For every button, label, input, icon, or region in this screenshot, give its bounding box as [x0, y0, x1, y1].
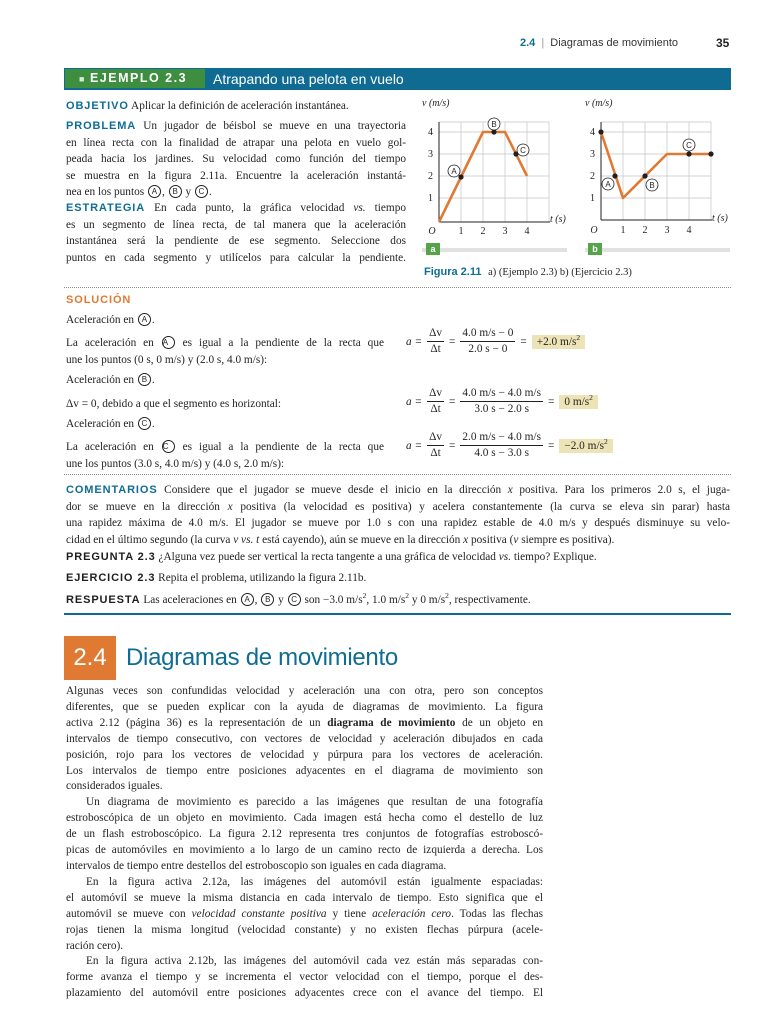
- divider-solucion: [64, 287, 731, 288]
- solucion-b-title-text: Aceleración en: [66, 374, 135, 386]
- graph-b-label-a: A: [605, 180, 611, 189]
- graph-b-grid: [601, 122, 711, 220]
- eq-c-result-value: −2.0 m/s: [564, 439, 604, 452]
- eq-a-frac-1: [427, 327, 444, 356]
- problema-line-2: en línea recta con la finalidad de atrapar una pelota en vuelo gol-: [66, 136, 406, 149]
- problema-line-5: [66, 184, 406, 201]
- p3-line-2: el automóvil se mueve la misma distancia en cada intervalo de tiempo. Esto significa que el: [66, 891, 543, 904]
- point-a-marker: A: [162, 336, 175, 349]
- graph-a-xtick: 2: [480, 226, 486, 237]
- comentarios-l4b: v vs. t: [233, 533, 260, 546]
- eq-a-result: [532, 332, 585, 349]
- solucion-c-l1a: La aceleración en: [66, 441, 154, 453]
- solucion-c-period: .: [151, 418, 155, 430]
- respuesta-and: y: [278, 594, 284, 606]
- divider-comentarios: [64, 474, 731, 475]
- objetivo-text: Aplicar la definición de aceleración instantánea.: [131, 100, 349, 112]
- point-a-marker: A: [241, 593, 254, 606]
- p3-l3c: . Todas las flechas: [451, 907, 543, 920]
- section-title: Diagramas de movimiento: [126, 644, 398, 671]
- eq-b-equals-2: =: [547, 395, 555, 408]
- graph-b-ytick: 2: [590, 171, 595, 182]
- graph-b-dot-start: [598, 129, 603, 134]
- objetivo-label: OBJETIVO: [66, 100, 129, 112]
- graph-b-xlabel: t (s): [712, 213, 728, 224]
- example-bottom-rule: [64, 613, 731, 615]
- eq-c-result-exp: 2: [603, 436, 608, 446]
- estrategia-paragraph: [66, 200, 406, 266]
- graph-b-ytick: 3: [590, 149, 595, 160]
- p2-line-4: picas de automóviles en movimiento a lo largo de un camino recto de izquierda a derecha. Los: [66, 844, 543, 857]
- header-section-number: 2.4: [520, 37, 536, 49]
- estrategia-label: ESTRATEGIA: [66, 202, 146, 214]
- solucion-label: SOLUCIÓN: [66, 294, 132, 306]
- section-number: 2.4: [73, 644, 107, 671]
- p2-line-2: estroboscópica de un objeto en movimiento. Cada imagen está hecha como el destello de luz: [66, 812, 543, 825]
- p4-line-2: forme avanza el tiempo y se incrementa el vector velocidad con el tiempo, porque el des-: [66, 971, 543, 984]
- problema-line: [66, 118, 406, 135]
- solucion-b-title: [66, 372, 155, 389]
- solucion-c-title-text: Aceleración en: [66, 418, 135, 430]
- comentarios-l1b: positiva. Para los primeros 2.0 s, el juga-: [519, 484, 731, 496]
- problema-and: y: [185, 186, 192, 199]
- solucion-c-line-1: [66, 439, 384, 456]
- graph-a-label-b: B: [491, 120, 497, 129]
- section-body: [66, 684, 543, 1002]
- graph-a-xlabel: t (s): [550, 214, 566, 225]
- solucion-a-title: [66, 312, 155, 329]
- comentarios-l2a: dor se mueve en la dirección: [66, 500, 220, 513]
- graph-b-yticks: [590, 127, 595, 204]
- estrategia-line-1: [66, 200, 406, 217]
- solucion-b-period: .: [151, 374, 155, 386]
- comentarios-paragraph: [66, 482, 730, 548]
- eq-b-num-2: 4.0 m/s − 4.0 m/s: [460, 387, 543, 402]
- page-number: 35: [716, 36, 730, 50]
- respuesta-exp-3: 2: [445, 591, 449, 600]
- p2-line-5: intervalos de tiempo entre destellos del estroboscopio son iguales en cada diagrama.: [66, 859, 447, 872]
- respuesta-exp-1: 2: [362, 591, 367, 600]
- graph-b-xtick: 4: [686, 225, 692, 236]
- solucion-a-l1b: es igual a la pendiente de la recta que: [182, 337, 384, 349]
- graph-a: [412, 94, 572, 262]
- solucion-a-period: .: [151, 314, 155, 326]
- comentarios-line-2: [66, 499, 730, 516]
- eq-c-equals-2: =: [547, 439, 555, 452]
- comentarios-l1a: Considere que el jugador se mueve desde el inicio en la dirección: [164, 484, 502, 496]
- graph-a-xticks: [428, 226, 529, 237]
- comentarios-x: x: [227, 500, 233, 513]
- p3-term-2: aceleración cero: [372, 907, 452, 920]
- problema-line-3: peada hacia los jardines. Su velocidad como función del tiempo: [66, 153, 406, 166]
- estrategia-line-3: instantánea será la pendiente de ese segmento. Seleccione dos: [66, 235, 406, 248]
- respuesta-text-c: , 1.0 m/s: [366, 594, 406, 606]
- figure-caption-text: a) (Ejemplo 2.3) b) (Ejercicio 2.3): [488, 267, 632, 278]
- ejercicio-paragraph: [66, 570, 366, 587]
- eq-a-lhs: a =: [406, 335, 423, 348]
- eq-a-num-1: Δv: [427, 327, 444, 342]
- graph-a-origin: O: [428, 226, 436, 237]
- equation-b: [406, 387, 598, 416]
- eq-a-result-value: +2.0 m/s: [536, 335, 577, 348]
- respuesta-text-b: son −3.0 m/s: [304, 594, 363, 606]
- point-a-marker: A: [148, 185, 161, 198]
- respuesta-comma: ,: [254, 594, 258, 606]
- p1-line-6: Los intervalos de tiempo entre posiciones adyacentes en el diagrama de movimiento son: [66, 764, 543, 777]
- eq-b-den-2: 3.0 s − 2.0 s: [474, 403, 530, 415]
- comentarios-x: x: [507, 484, 513, 496]
- section-number-box: [64, 636, 116, 680]
- eq-a-den-2: 2.0 s − 0: [468, 343, 508, 355]
- p3-line-1: En la figura activa 2.12a, las imágenes del automóvil están igualmente espaciadas:: [86, 875, 543, 888]
- solucion-b-text: Δv = 0, debido a que el segmento es horizontal:: [66, 398, 282, 410]
- solucion-a-text: [66, 335, 384, 368]
- graph-b-dot-c: [686, 151, 691, 156]
- eq-b-lhs: a =: [406, 395, 423, 408]
- p4-line-1: En la figura activa 2.12b, las imágenes del automóvil cada vez están más separadas con-: [86, 955, 543, 968]
- graph-b-dot-b: [642, 173, 647, 178]
- point-c-marker: C: [138, 417, 151, 430]
- eq-c-equals: =: [449, 439, 456, 452]
- graph-b-tag: b: [592, 244, 598, 254]
- graph-b-dot-a: [612, 173, 617, 178]
- p1-term: diagrama de movimiento: [327, 716, 456, 729]
- pregunta-text-a: ¿Alguna vez puede ser vertical la recta tangente a una gráfica de velocidad: [158, 551, 496, 563]
- p4-line-3: plazamiento del automóvil entre posiciones adyacentes crece con el avance del tiempo. El: [66, 987, 543, 1000]
- p1-line-1: Algunas veces son confundidas velocidad y aceleración una con otra, pero son conceptos: [66, 685, 543, 697]
- comentarios-l4e: siempre es positiva).: [521, 533, 615, 546]
- eq-b-den-1: Δt: [430, 403, 441, 415]
- comentarios-l4c: está cayendo), aún se mueve en la dirección: [262, 533, 461, 546]
- eq-a-result-exp: 2: [576, 332, 581, 342]
- graph-a-ytick: 3: [428, 149, 433, 160]
- graph-a-ytick: 4: [428, 127, 433, 138]
- graph-b-xtick: 2: [642, 225, 648, 236]
- p1-line-3: [66, 716, 543, 732]
- problema-line-4: se muestra en la figura 2.11a. Encuentre la aceleración instantá-: [66, 169, 406, 182]
- p2-line-1: Un diagrama de movimiento es parecido a las imágenes que resultan de una fotografía: [86, 796, 543, 809]
- graph-b-ytick: 4: [590, 127, 595, 138]
- graph-b-ylabel: v (m/s): [585, 98, 613, 109]
- ejercicio-label: EJERCICIO 2.3: [66, 572, 156, 584]
- graph-b-xtick: 3: [664, 225, 670, 236]
- respuesta-label: RESPUESTA: [66, 594, 141, 606]
- pregunta-vs: vs.: [498, 551, 512, 563]
- p1-line-2: diferentes, que se pueden explicar con la ayuda de diagramas de movimiento. La figura: [66, 700, 543, 713]
- eq-a-equals-2: =: [520, 335, 527, 348]
- solucion-c-line-2: une los puntos (3.0 s, 4.0 m/s) y (4.0 s, 2.0 m/s):: [66, 457, 285, 470]
- point-c-marker: C: [162, 440, 175, 453]
- graph-a-xtick: 4: [524, 226, 530, 237]
- eq-b-equals: =: [449, 395, 456, 408]
- p3-line-3: [66, 907, 543, 923]
- p3-l3b: y tiene: [332, 907, 367, 920]
- graph-a-xtick: 1: [458, 226, 464, 237]
- comentarios-label: COMENTARIOS: [66, 484, 158, 496]
- p3-term-1: velocidad constante positiva: [191, 907, 327, 920]
- point-b-marker: B: [261, 593, 274, 606]
- eq-a-num-2: 4.0 m/s − 0: [460, 327, 515, 342]
- eq-c-frac-1: [427, 431, 444, 460]
- graph-a-label-c: C: [520, 146, 526, 155]
- solucion-c-title: [66, 416, 155, 433]
- solucion-a-line-2: une los puntos (0 s, 0 m/s) y (2.0 s, 4.0 m/s):: [66, 353, 268, 366]
- eq-b-frac-2: [460, 387, 543, 416]
- estrategia-vs: vs.: [353, 202, 366, 214]
- eq-c-num-1: Δv: [427, 431, 444, 446]
- solucion-c-text: [66, 439, 384, 472]
- point-c-marker: C: [288, 593, 301, 606]
- solucion-a-l1a: La aceleración en: [66, 337, 154, 349]
- eq-a-frac-2: [460, 327, 515, 356]
- comentarios-line-3: una rapidez máxima de 4.0 m/s. El jugador se mueve por 1.0 s con una rapidez estable de 4.0 m/s y después disminuye su velo-: [66, 517, 730, 530]
- estrategia-line-4: puntos en cada segmento y utilícelos para calcular la pendiente.: [66, 251, 406, 264]
- graph-a-tag: a: [430, 244, 436, 254]
- eq-c-lhs: a =: [406, 439, 423, 452]
- comentarios-line-1: [66, 482, 730, 499]
- graph-a-label-a: A: [451, 167, 457, 176]
- graph-a-ytick: 2: [428, 171, 433, 182]
- graph-a-point-labels: [448, 118, 529, 177]
- comentarios-line-4: [66, 532, 730, 549]
- graph-b-label-c: C: [686, 141, 692, 150]
- point-a-marker: A: [138, 313, 151, 326]
- p1-line-7: considerados iguales.: [66, 780, 163, 793]
- eq-a-equals: =: [449, 335, 456, 348]
- graph-b-ytick: 1: [590, 193, 595, 204]
- equation-c: [406, 431, 613, 460]
- eq-b-result: [559, 392, 598, 409]
- comentarios-x: x: [463, 533, 469, 546]
- comentarios-l4d: positiva (: [471, 533, 514, 546]
- eq-b-frac-1: [427, 387, 444, 416]
- respuesta-paragraph: [66, 592, 531, 609]
- p3-line-4: rojas tienen la misma longitud (velocidad constante) y no existen flechas púrpura (acele-: [66, 923, 543, 936]
- respuesta-text-d: y 0 m/s: [411, 594, 446, 606]
- example-label: EJEMPLO 2.3: [89, 71, 188, 85]
- p3-line-5: ración cero).: [66, 939, 124, 952]
- graph-a-ylabel: v (m/s): [422, 98, 450, 109]
- problema-paragraph: [66, 118, 406, 201]
- graph-b: [575, 94, 735, 262]
- eq-c-result: [559, 436, 612, 453]
- objetivo-paragraph: [66, 98, 404, 115]
- estrategia-l1a: En cada punto, la gráfica velocidad: [154, 202, 345, 214]
- point-b-marker: B: [169, 185, 182, 198]
- equation-a: [406, 327, 585, 356]
- p1-l3a: activa 2.12 (página 36) es la representación de un: [66, 716, 321, 729]
- eq-c-frac-2: [460, 431, 543, 460]
- example-label-box: [65, 69, 205, 88]
- p1-line-4: intervalos de tiempo consecutivo, con vectores de velocidad y aceleración dibujados en cada: [66, 732, 543, 745]
- solucion-a-line-1: [66, 335, 384, 352]
- eq-b-num-1: Δv: [427, 387, 444, 402]
- graph-a-ytick: 1: [428, 193, 433, 204]
- pregunta-text-b: tiempo? Explique.: [513, 551, 597, 563]
- pregunta-label: PREGUNTA 2.3: [66, 551, 156, 563]
- graph-b-dot-end: [708, 151, 713, 156]
- comentarios-l4a: cidad en el último segundo (la curva: [66, 533, 231, 546]
- graph-b-point-labels: [602, 139, 695, 191]
- problema-period: .: [208, 186, 212, 199]
- p1-l3b: de un objeto en: [462, 716, 543, 729]
- respuesta-exp-2: 2: [405, 591, 410, 600]
- respuesta-text-a: Las aceleraciones en: [143, 594, 237, 606]
- running-header: [520, 37, 678, 49]
- eq-c-num-2: 2.0 m/s − 4.0 m/s: [460, 431, 543, 446]
- problema-comma: ,: [161, 186, 165, 199]
- respuesta-text-e: , respectivamente.: [448, 594, 531, 606]
- example-title: Atrapando una pelota en vuelo: [213, 71, 404, 87]
- comentarios-v: v: [513, 533, 519, 546]
- header-section-title: Diagramas de movimiento: [550, 37, 679, 49]
- graph-a-dot-a: [458, 174, 463, 179]
- solucion-a-title-text: Aceleración en: [66, 314, 135, 326]
- problema-points-intro: nea en los puntos: [66, 186, 145, 199]
- graph-b-label-b: B: [649, 181, 655, 190]
- eq-a-den-1: Δt: [430, 343, 441, 355]
- eq-c-den-2: 4.0 s − 3.0 s: [474, 447, 530, 459]
- graph-a-xtick: 3: [502, 226, 508, 237]
- p2-line-3: de un flash estroboscópico. La figura 2.12 representa tres conjuntos de fotografías estroboscó-: [66, 828, 543, 841]
- comentarios-l2b: positiva (la velocidad es positiva) y acelera constantemente (la curva se eleva sin parar) hasta: [240, 500, 731, 513]
- header-separator: |: [541, 37, 545, 49]
- graph-a-yticks: [428, 127, 433, 204]
- eq-b-result-value: 0 m/s: [564, 395, 590, 408]
- eq-b-result-exp: 2: [589, 392, 593, 402]
- ejercicio-text: Repita el problema, utilizando la figura 2.11b.: [158, 572, 367, 584]
- point-b-marker: B: [138, 373, 151, 386]
- example-bullet: ■: [79, 74, 86, 84]
- figure-caption-label: Figura 2.11: [424, 266, 482, 278]
- graph-b-xticks: [590, 225, 691, 236]
- figure-caption: [424, 266, 632, 278]
- eq-c-den-1: Δt: [430, 447, 441, 459]
- graph-b-origin: O: [590, 225, 598, 236]
- graph-b-xtick: 1: [620, 225, 626, 236]
- point-c-marker: C: [195, 185, 208, 198]
- problema-line-1: Un jugador de béisbol se mueve en una trayectoria: [143, 120, 407, 132]
- pregunta-paragraph: [66, 549, 597, 566]
- estrategia-line-2: es un segmento de línea recta, de tal manera que la aceleración: [66, 218, 406, 231]
- p1-line-5: posición, rojo para los vectores de velocidad y púrpura para los vectores de aceleración.: [66, 748, 543, 761]
- example-banner: [64, 68, 731, 90]
- solucion-c-l1b: es igual a la pendiente de la recta que: [182, 441, 384, 453]
- estrategia-l1b: tiempo: [374, 202, 407, 214]
- problema-label: PROBLEMA: [66, 120, 137, 132]
- p3-l3a: automóvil se mueve con: [66, 907, 186, 920]
